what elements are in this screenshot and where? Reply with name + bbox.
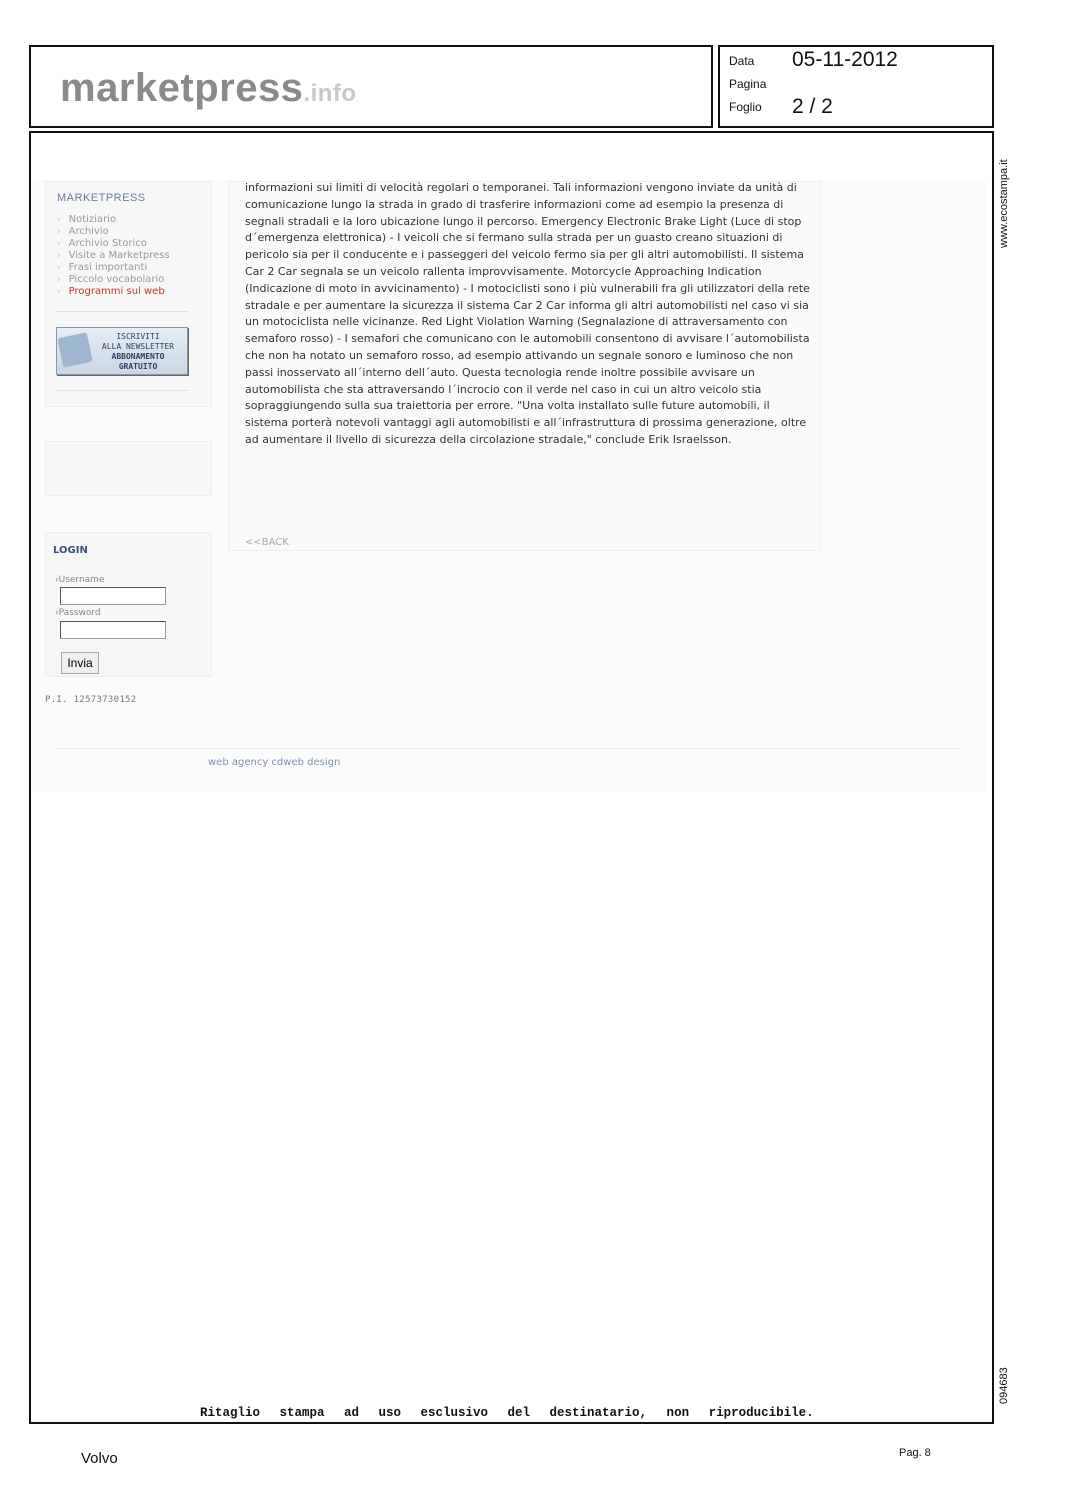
ecostampa-url: www.ecostampa.it [998, 159, 1010, 248]
article-body: informazioni sui limiti di velocità regolari o temporanei. Tali informazioni vengono inviate da unità di comunicazione lungo la strada in grado di trasferire informazioni come ad esempio la presenza di segnali stradali e la loro ubicazione lungo il percorso. Emergency Electronic Brake Light (Luce di stop d´emergenza elettronica) - I veicoli che si fermano sulla strada per un guasto creano situazioni di pericolo sia per il conducente e i passeggeri del veicolo fermo sia per gli altri automobilisti. Il sistema Car 2 Car segnala se un veicolo rallenta improvvisamente. Motorcycle Approaching Indication (Indicazione di moto in avvicinamento) - I motociclisti sono i più vulnerabili fra gli utilizzatori della rete stradale e per aumentare la sicurezza il sistema Car 2 Car informa gli altri automobilisti nel caso vi sia un motociclista nelle vicinanze. Red Light Violation Warning (Segnalazione di attraversamento con semaforo rosso) - I semafori che comunicano con le automobili consentono di avvisare l´automobilista che non ha notato un semaforo rosso, ad esempio attivando un segnale sonoro e luminoso che non passi inosservato all´interno dell´auto. Questa tecnologia rende inoltre possibile avvisare un automobilista che sta attraversando l´incrocio con il verde nel caso in cui un altro veicolo stia sopraggiungendo sulla sua traiettoria per errore. "Una volta installato sulle future automobili, il sistema porterà notevoli vantaggi agli automobilisti e all´infrastruttura di prossima generazione, oltre ad aumentare il livello di sicurezza della circolazione stradale," conclude Erik Israelsson. [245, 181, 810, 446]
login-title: LOGIN [53, 545, 88, 556]
back-link[interactable]: <<BACK [245, 537, 289, 548]
username-label: ›Username [55, 575, 105, 585]
sidebar-item-archivio-storico[interactable]: › Archivio Storico [57, 238, 147, 249]
sidebar-item-programmi[interactable]: › Programmi sul web [57, 286, 165, 297]
sidebar-divider [57, 311, 187, 312]
password-input[interactable] [60, 621, 166, 639]
chevron-right-icon: › [55, 575, 59, 585]
username-input[interactable] [60, 587, 166, 605]
clipping-disclaimer: Ritaglio stampa ad uso esclusivo del destinatario, non riproducibile. [200, 1406, 814, 1420]
newsletter-icon [57, 332, 93, 368]
sidebar-divider [57, 390, 187, 391]
sidebar-item-frasi[interactable]: › Frasi importanti [57, 262, 148, 273]
sidebar-empty-panel [45, 441, 212, 496]
footer-divider [55, 748, 963, 749]
chevron-right-icon: › [57, 263, 61, 273]
web-agency-credit[interactable]: web agency cdweb design [208, 757, 341, 768]
password-label: ›Password [55, 608, 101, 618]
pagina-label: Pagina [729, 77, 767, 91]
chevron-right-icon: › [55, 608, 59, 618]
login-submit-button[interactable]: Invia [61, 652, 99, 674]
chevron-right-icon: › [57, 275, 61, 285]
frame-bottom-rule [29, 1422, 994, 1424]
sidebar-title: MARKETPRESS [57, 192, 146, 204]
data-label: Data [729, 54, 755, 68]
chevron-right-icon: › [57, 287, 61, 297]
foglio-value: 2 / 2 [792, 95, 833, 118]
data-value: 05-11-2012 [792, 48, 898, 71]
sidebar-item-vocabolario[interactable]: › Piccolo vocabolario [57, 274, 165, 285]
sidebar-item-archivio[interactable]: › Archivio [57, 226, 109, 237]
chevron-right-icon: › [57, 251, 61, 261]
foglio-label: Foglio [729, 100, 762, 114]
page-number: Pag. 8 [899, 1447, 931, 1459]
vat-number: P.I. 12573730152 [45, 695, 137, 705]
sidebar-item-notiziario[interactable]: › Notiziario [57, 214, 117, 225]
clipping-source: Volvo [81, 1450, 118, 1467]
clipping-code: 094683 [998, 1367, 1010, 1404]
chevron-right-icon: › [57, 239, 61, 249]
newsletter-text: ISCRIVITI ALLA NEWSLETTER ABBONAMENTO GRATUITO [101, 332, 175, 371]
marketpress-logo: marketpress.info [60, 66, 357, 110]
chevron-right-icon: › [57, 227, 61, 237]
sidebar-item-visite[interactable]: › Visite a Marketpress [57, 250, 170, 261]
chevron-right-icon: › [57, 215, 61, 225]
